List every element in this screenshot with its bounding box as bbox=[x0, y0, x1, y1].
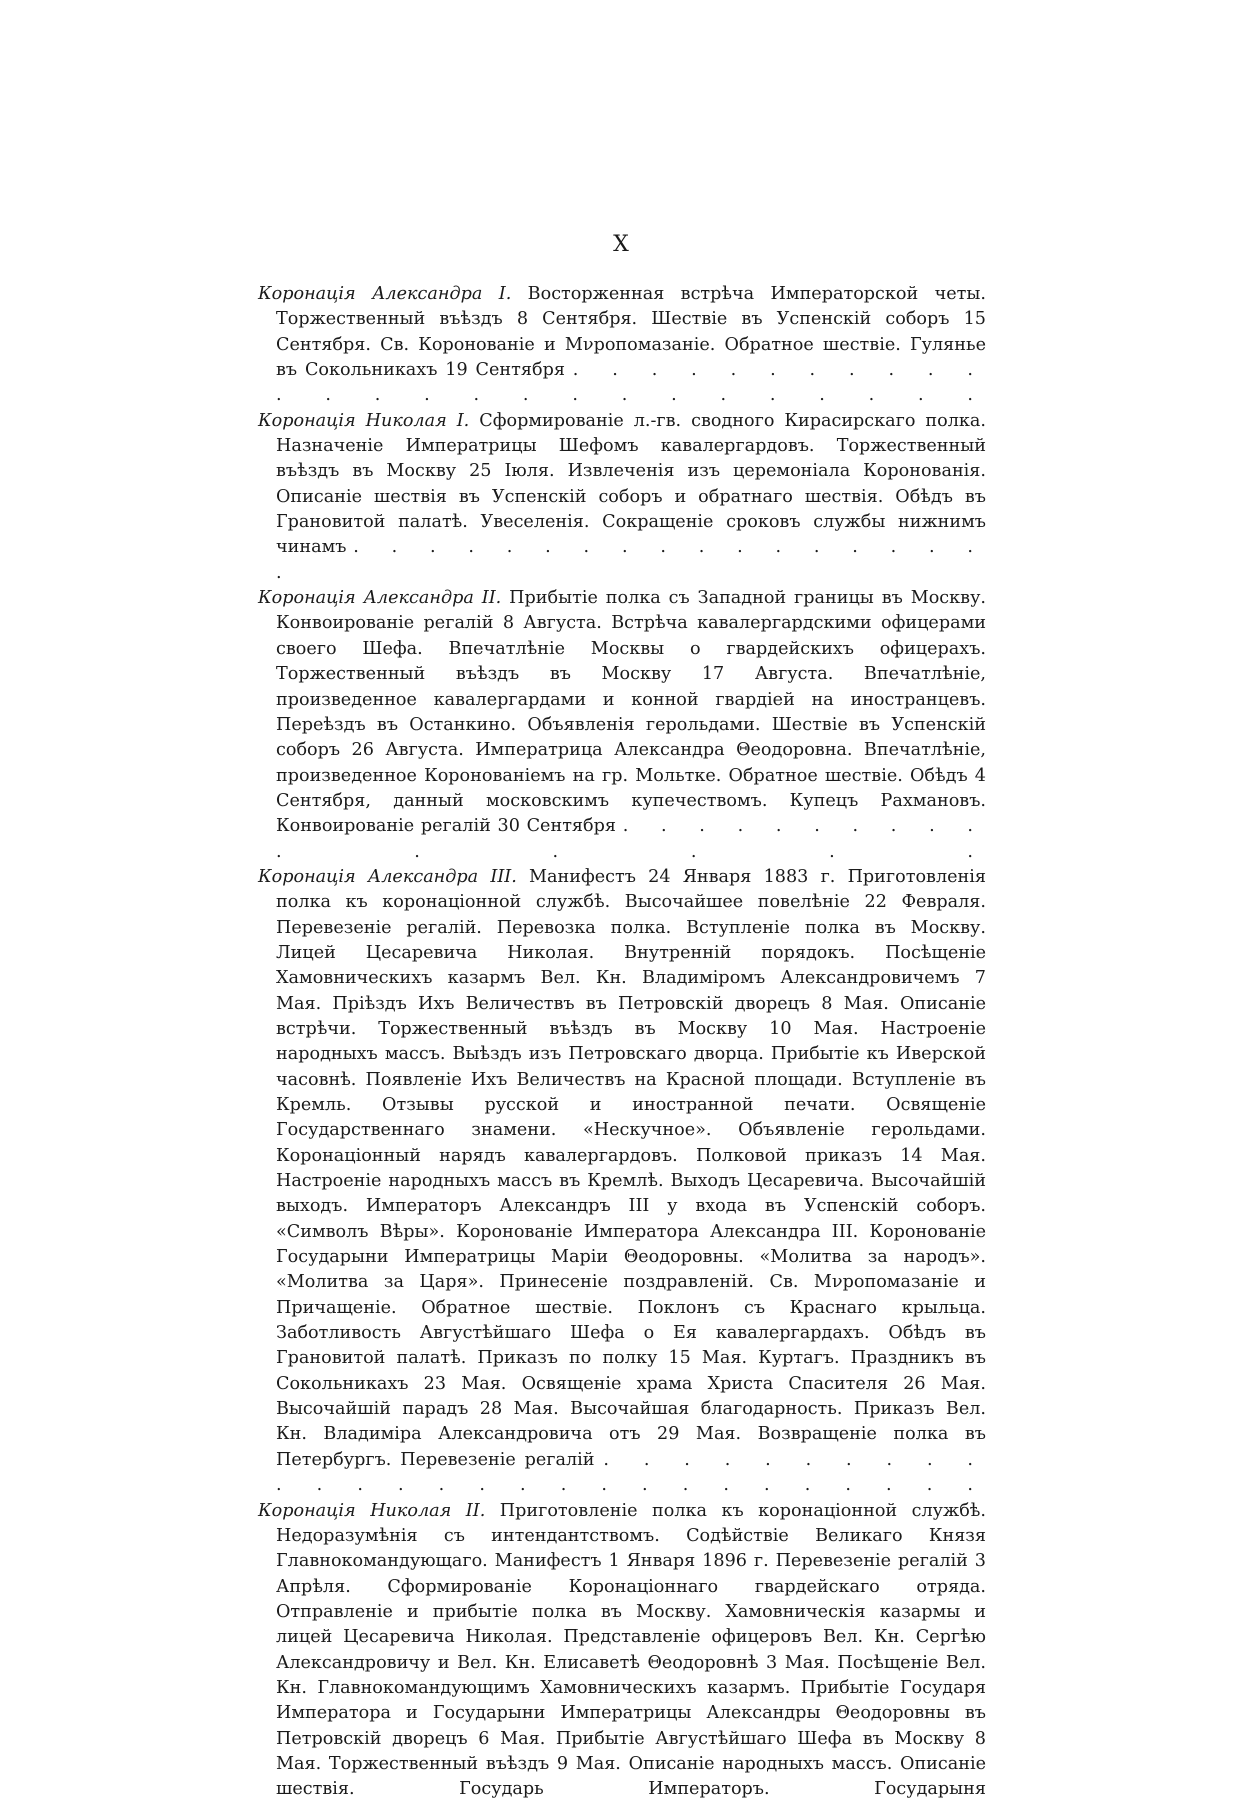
entry-heading: Коронація Александра III. bbox=[258, 866, 517, 887]
toc-entry-nicholas-i bbox=[258, 409, 986, 586]
entry-text: Сформированіе л.-гв. сводного Кирасирскаго полка. Назначеніе Императрицы Шефомъ кавалергардовъ. Торжественный въѣздъ въ Москву 25 Іюля. Извлеченія изъ церемоніала Коронованія. Описаніе шествія въ Успенскій соборъ и обратнаго шествія. Обѣдъ въ Грановитой палатѣ. Увеселенія. Сокращеніе сроковъ службы нижнимъ чинамъ bbox=[276, 410, 986, 558]
toc-entry-nicholas-ii bbox=[258, 1499, 986, 1803]
page-number: X bbox=[613, 232, 630, 257]
entry-heading: Коронація Николая I. bbox=[258, 410, 470, 431]
dot-leaders: . . . . . . . . . . . . . . . . . . . . . . . . . . . . bbox=[276, 1449, 986, 1496]
toc-entry-alexander-ii bbox=[258, 586, 986, 865]
dot-leaders: . . . . . . . . . . . . . . . . . . . . . . . . . . bbox=[276, 360, 986, 406]
entry-heading: Коронація Александра II. bbox=[258, 588, 502, 609]
dot-leaders: . . . . . . . . . . . . . . . . . . bbox=[276, 537, 986, 583]
entry-text: Восторженная встрѣча Императорской четы. Торжественный въѣздъ 8 Сентября. Шествіе въ Успенскій соборъ 15 Сентября. Св. Коронованіе и Мνропомазаніе. Обратное шествіе. Гулянье въ Сокольникахъ 19 Сентября bbox=[276, 284, 986, 381]
dot-leaders: . . . . . . . . . . . . . . . . bbox=[276, 816, 986, 862]
toc-entry-alexander-i bbox=[258, 282, 986, 409]
entry-text: Манифестъ 24 Января 1883 г. Приготовленія полка къ коронаціонной службѣ. Высочайшее повелѣніе 22 Февраля. Перевезеніе регалій. Перевозка полка. Вступленіе полка въ Москву. Лицей Цесаревича Николая. Внутренній порядокъ. Посѣщеніе Хамовническихъ казармъ Вел. Кн. Владиміромъ Александровичемъ 7 Мая. Пріѣздъ Ихъ Величествъ въ Петровскій дворецъ 8 Мая. Описаніе встрѣчи. Торжественный въѣздъ въ Москву 10 Мая. Настроеніе народныхъ массъ. Выѣздъ изъ Петровскаго дворца. Прибытіе къ Иверской часовнѣ. Появленіе Ихъ Величествъ на Красной площади. Вступленіе въ Кремль. Отзывы русской и иностранной печати. Освященіе Государственнаго знамени. «Нескучное». Объявленіе герольдами. Коронаціонный нарядъ кавалергардовъ. Полковой приказъ 14 Мая. Настроеніе народныхъ массъ въ Кремлѣ. Выходъ Цесаревича. Высочайшій выходъ. Императоръ Александръ III у входа въ Успенскій соборъ. «Символъ Вѣры». Коронованіе Императора Александра III. Коронованіе Государыни Императрицы Маріи Θеодоровны. «Молитва за народъ». «Молитва за Царя». Принесеніе поздравленій. Св. Мνропомазаніе и Причащеніе. Обратное шествіе. Поклонъ съ Краснаго крыльца. Заботливость Августѣйшаго Шефа о Ея кавалергардахъ. Обѣдъ въ Грановитой палатѣ. Приказъ по полку 15 Мая. Куртагъ. Праздникъ въ Сокольникахъ 23 Мая. Освященіе храма Христа Спасителя 26 Мая. Высочайшій парадъ 28 Мая. Высочайшая благодарность. Приказъ Вел. Кн. Владиміра Александровича отъ 29 Мая. Возвращеніе полка въ Петербургъ. Перевезеніе регалій bbox=[276, 866, 986, 1470]
entry-heading: Коронація Николая II. bbox=[258, 1500, 486, 1521]
entry-text: Прибытіе полка съ Западной границы въ Москву. Конвоированіе регалій 8 Августа. Встрѣча кавалергардскими офицерами своего Шефа. Впечатлѣніе Москвы о гвардейскихъ офицерахъ. Торжественный въѣздъ въ Москву 17 Августа. Впечатлѣніе, произведенное кавалергардами и конной гвардіей на иностранцевъ. Переѣздъ въ Останкино. Объявленія герольдами. Шествіе въ Успенскій соборъ 26 Августа. Императрица Александра Θеодоровна. Впечатлѣніе, произведенное Коронованіемъ на гр. Мольтке. Обратное шествіе. Обѣдъ 4 Сентября, данный московскимъ купечествомъ. Купецъ Рахмановъ. Конвоированіе регалій 30 Сентября bbox=[276, 588, 987, 837]
table-of-contents bbox=[258, 282, 986, 1803]
entry-text: Приготовленіе полка къ коронаціонной службѣ. Недоразумѣнія съ интендантствомъ. Содѣйствіе Великаго Князя Главнокомандующаго. Манифестъ 1 Января 1896 г. Перевезеніе регалій 3 Апрѣля. Сформированіе Коронаціоннаго гвардейскаго отряда. Отправленіе и прибытіе полка въ Москву. Хамовническія казармы и лицей Цесаревича Николая. Представленіе офицеровъ Вел. Кн. Сергѣю Александровичу и Вел. Кн. Елисаветѣ Θеодоровнѣ 3 Мая. Посѣщеніе Вел. Кн. Главнокомандующимъ Хамовническихъ казармъ. Прибытіе Государя Императора и Государыни Императрицы Александры Θеодоровны въ Петровскій дворецъ 6 Мая. Прибытіе Августѣйшаго Шефа въ Москву 8 Мая. Торжественный въѣздъ 9 Мая. Описаніе народныхъ массъ. Описаніе шествія. Государь Императоръ. Государыня bbox=[276, 1500, 987, 1800]
entry-heading: Коронація Александра I. bbox=[258, 284, 512, 304]
toc-entry-alexander-iii bbox=[258, 865, 986, 1499]
